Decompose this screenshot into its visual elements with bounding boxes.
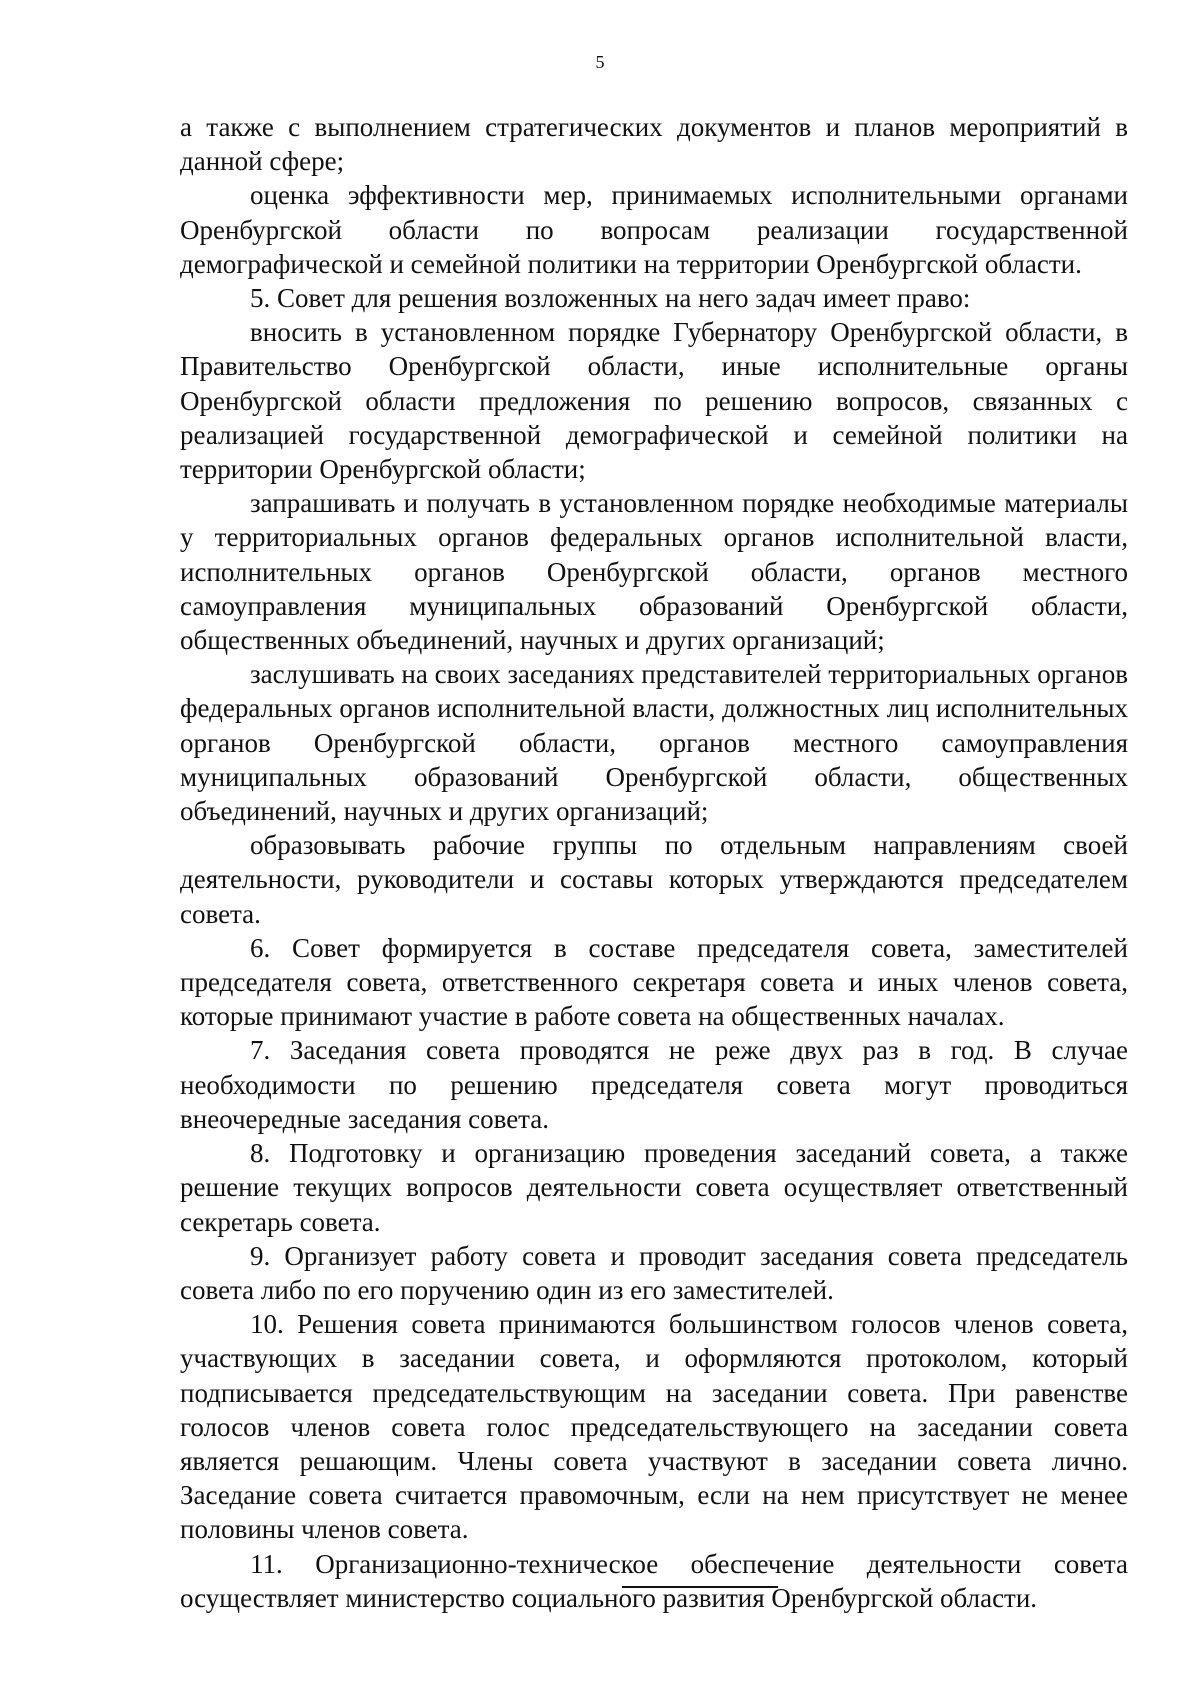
paragraph-section-7: 7. Заседания совета проводятся не реже двух раз в год. В случае необходимости по решению председателя совета могут проводиться внеочередные заседания совета. (180, 1035, 1128, 1134)
document-body (180, 110, 1128, 1615)
paragraph-section-6: 6. Совет формируется в составе председателя совета, заместителей председателя совета, ответственного секретаря совета и иных членов совета, которые принимают участие в работе совета на общественных началах. (180, 932, 1128, 1032)
paragraph-right-form-working-groups: образовывать рабочие группы по отдельным направлениям своей деятельности, руководители и составы которых утверждаются председателем совета. (180, 830, 1128, 929)
paragraph-continuation: а также с выполнением стратегических документов и планов мероприятий в данной сфере; (180, 112, 1128, 177)
paragraph-section-11: 11. Организационно-техническое обеспечение деятельности совета осуществляет министерство социального развития Оренбургской области. (180, 1548, 1128, 1613)
paragraph-section-5: 5. Совет для решения возложенных на него задач имеет право: (250, 283, 971, 314)
paragraph-section-9: 9. Организует работу совета и проводит заседания совета председатель совета либо по его поручению один из его заместителей. (180, 1240, 1128, 1305)
paragraph-right-submit-proposals: вносить в установленном порядке Губернатору Оренбургской области, в Правительство Оренбургской области, иные исполнительные органы Оренбургской области предложения по решению вопросов, связанных с реализацией государственной демографической и семейной политики на территории Оренбургской области; (180, 317, 1128, 485)
paragraph-right-request-materials: запрашивать и получать в установленном порядке необходимые материалы у территориальных органов федеральных органов исполнительной власти, исполнительных органов Оренбургской области, органов местного самоуправления муниципальных образований Оренбургской области, общественных объединений, научных и других организаций; (180, 488, 1128, 656)
end-of-document-rule (622, 1586, 778, 1588)
page-number: 5 (595, 52, 605, 72)
paragraph-effectiveness-assessment: оценка эффективности мер, принимаемых исполнительными органами Оренбургской области по вопросам реализации государственной демографической и семейной политики на территории Оренбургской области. (180, 180, 1128, 279)
paragraph-section-8: 8. Подготовку и организацию проведения заседаний совета, а также решение текущих вопросов деятельности совета осуществляет ответственный секретарь совета. (180, 1138, 1128, 1237)
paragraph-right-hear-representatives: заслушивать на своих заседаниях представителей территориальных органов федеральных органов исполнительной власти, должностных лиц исполнительных органов Оренбургской области, органов местного самоуправления муниципальных образований Оренбургской области, общественных объединений, научных и других организаций; (180, 659, 1128, 827)
paragraph-section-10: 10. Решения совета принимаются большинством голосов членов совета, участвующих в заседании совета, и оформляются протоколом, который подписывается председательствующим на заседании совета. При равенстве голосов членов совета голос председательствующего на заседании совета является решающим. Члены совета участвуют в заседании совета лично. Заседание совета считается правомочным, если на нем присутствует не менее половины членов совета. (180, 1309, 1128, 1545)
